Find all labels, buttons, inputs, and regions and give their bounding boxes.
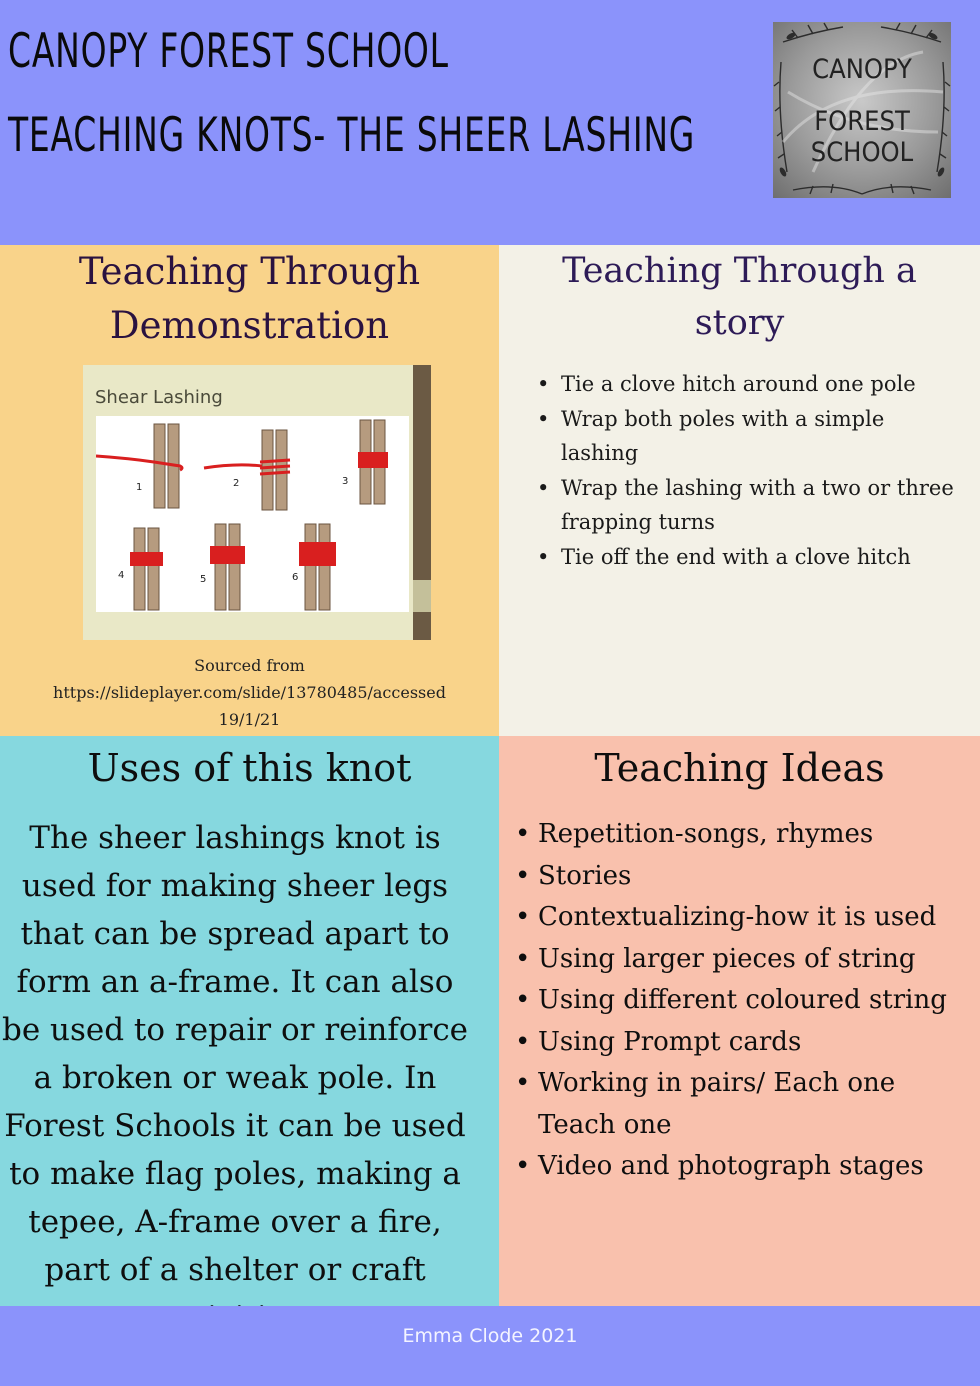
list-item: • Stories	[515, 856, 975, 898]
step-2	[204, 430, 290, 510]
uses-title: Uses of this knot	[87, 746, 412, 790]
step-3	[342, 420, 388, 504]
source-date: 19/1/21	[218, 710, 281, 729]
header	[0, 0, 980, 245]
story-steps-list	[537, 367, 967, 575]
list-item: • Tie a clove hitch around one pole	[537, 367, 967, 402]
step-number-1: 1	[136, 482, 143, 493]
story-title-line2: story	[694, 303, 785, 343]
image-source-note	[0, 652, 499, 733]
lashing-steps-illustration	[96, 416, 409, 612]
author-credit: Emma Clode 2021	[402, 1325, 578, 1347]
teaching-ideas-panel	[499, 736, 980, 1306]
demonstration-title	[0, 245, 499, 353]
teaching-ideas-title: Teaching Ideas	[594, 746, 885, 790]
footer	[0, 1306, 980, 1386]
demonstration-title-line2: Demonstration	[109, 304, 390, 347]
lashing-steps-diagram	[96, 416, 409, 612]
logo	[773, 22, 951, 198]
step-4	[118, 528, 163, 610]
teaching-ideas-list	[515, 814, 975, 1188]
list-item: • Working in pairs/ Each one Teach one	[515, 1063, 975, 1146]
list-item: • Video and photograph stages	[515, 1146, 975, 1188]
page-subtitle: TEACHING KNOTS- THE SHEER LASHING	[8, 108, 696, 163]
list-item: • Contextualizing-how it is used	[515, 897, 975, 939]
list-item: • Using Prompt cards	[515, 1022, 975, 1064]
step-number-2: 2	[233, 478, 240, 489]
shear-lashing-figure	[83, 365, 431, 640]
logo-text-line2: FOREST SCHOOL	[810, 106, 914, 168]
figure-title: Shear Lashing	[95, 387, 223, 408]
logo-text-line1: CANOPY	[812, 54, 912, 85]
page-title: CANOPY FOREST SCHOOL	[8, 24, 449, 79]
step-number-6: 6	[292, 572, 299, 583]
step-number-3: 3	[342, 476, 349, 487]
demonstration-title-line1: Teaching Through	[78, 250, 421, 293]
step-number-5: 5	[200, 574, 207, 585]
list-item: • Wrap the lashing with a two or three frapping turns	[537, 471, 967, 540]
story-title-line1: Teaching Through a	[562, 251, 917, 291]
uses-description: The sheer lashings knot is used for making sheer legs that can be spread apart to form an a-frame. It can also be used to repair or reinforce a broken or weak pole. In Forest Schools it can be used to make flag poles, making a tepee, A-frame over a fire, part of a shelter or craft	[1, 820, 469, 1288]
list-item: • Repetition-songs, rhymes	[515, 814, 975, 856]
figure-sidebar	[413, 365, 431, 640]
list-item: • Using different coloured string	[515, 980, 975, 1022]
list-item: • Tie off the end with a clove hitch	[537, 540, 967, 575]
story-title	[499, 245, 980, 349]
source-line1: Sourced from	[194, 656, 305, 675]
list-item: • Wrap both poles with a simple lashing	[537, 402, 967, 471]
uses-panel	[0, 736, 499, 1306]
step-1	[96, 424, 182, 508]
list-item: • Using larger pieces of string	[515, 939, 975, 981]
step-6	[292, 524, 336, 610]
demonstration-panel	[0, 245, 499, 736]
source-url: https://slideplayer.com/slide/13780485/accessed	[53, 683, 446, 702]
story-panel	[499, 245, 980, 736]
step-number-4: 4	[118, 570, 125, 581]
step-5	[200, 524, 245, 610]
